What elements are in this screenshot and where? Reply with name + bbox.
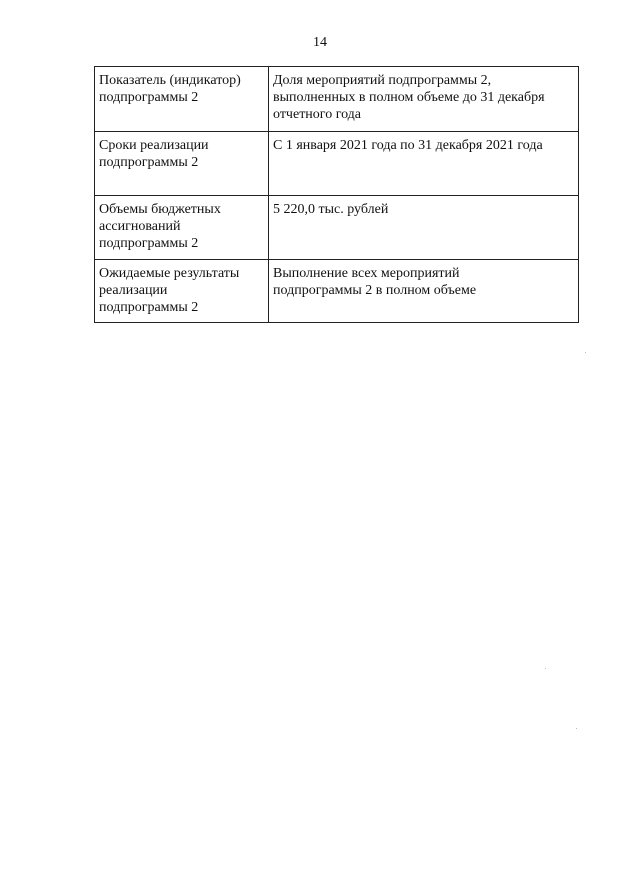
row-label: Сроки реализации подпрограммы 2 (99, 138, 209, 170)
scan-speck (585, 352, 586, 353)
table-row-expected-results (95, 260, 579, 323)
row-value-cell (269, 196, 579, 260)
row-value-cell (269, 260, 579, 323)
row-value-cell (269, 132, 579, 196)
row-value: С 1 января 2021 года по 31 декабря 2021 года (273, 138, 543, 153)
row-value-cell (269, 67, 579, 132)
row-value: Доля мероприятий подпрограммы 2, выполненных в полном объеме до 31 декабря отчетного года (273, 73, 545, 122)
row-label-cell (95, 260, 269, 323)
row-label-cell (95, 67, 269, 132)
scan-speck (545, 668, 546, 669)
row-label-cell (95, 196, 269, 260)
row-label: Показатель (индикатор) подпрограммы 2 (99, 73, 241, 105)
row-label: Ожидаемые результаты реализации подпрограммы 2 (99, 266, 240, 315)
row-value: 5 220,0 тыс. рублей (273, 202, 389, 217)
table-row-indicator (95, 67, 579, 132)
row-value: Выполнение всех мероприятий подпрограммы 2 в полном объеме (273, 266, 477, 298)
page-number: 14 (313, 35, 327, 50)
row-label-cell (95, 132, 269, 196)
subprogram-passport-table (94, 66, 579, 323)
scan-speck (576, 728, 577, 729)
table-row-timeframe (95, 132, 579, 196)
table-row-budget (95, 196, 579, 260)
row-label: Объемы бюджетных ассигнований подпрограммы 2 (99, 202, 221, 251)
